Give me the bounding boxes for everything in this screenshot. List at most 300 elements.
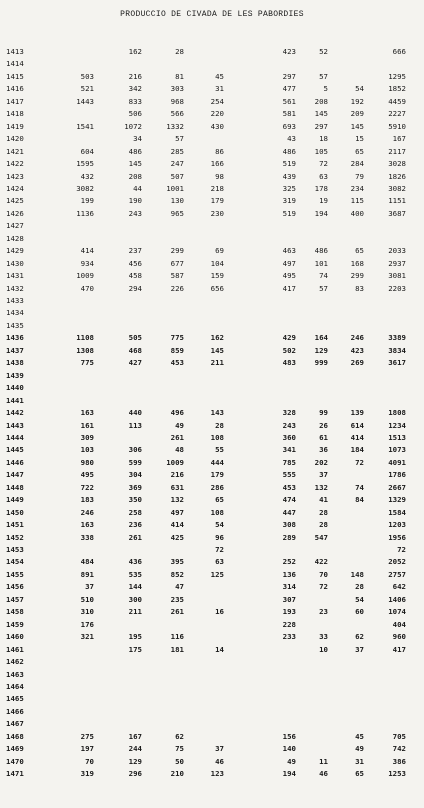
table-row (0, 133, 424, 144)
value-cell: 72 (215, 545, 224, 554)
year-cell: 1468 (6, 731, 24, 741)
value-cell: 19 (319, 196, 328, 206)
value-cell: 299 (170, 246, 184, 256)
table-row (0, 258, 424, 269)
year-cell: 1438 (6, 358, 24, 368)
year-cell: 1470 (6, 756, 24, 766)
value-cell: 37 (319, 470, 328, 480)
year-cell: 1446 (6, 457, 24, 467)
value-cell: 444 (210, 457, 224, 467)
value-cell: 430 (210, 121, 224, 131)
value-cell: 535 (128, 569, 142, 579)
value-cell: 555 (282, 470, 296, 480)
value-cell: 209 (350, 109, 364, 119)
value-cell: 18 (319, 134, 328, 144)
value-cell: 54 (215, 520, 224, 530)
value-cell: 132 (170, 495, 184, 505)
value-cell: 37 (215, 744, 224, 754)
value-cell: 62 (175, 731, 184, 741)
value-cell: 235 (170, 594, 184, 604)
value-cell: 247 (170, 159, 184, 169)
value-cell: 178 (314, 183, 328, 193)
table-row (0, 320, 424, 331)
value-cell: 350 (128, 495, 142, 505)
total-cell: 960 (392, 632, 406, 642)
year-cell: 1439 (6, 370, 24, 380)
total-cell: 2227 (388, 109, 406, 119)
total-cell: 642 (392, 582, 406, 592)
table-row (0, 693, 424, 704)
value-cell: 269 (350, 358, 364, 368)
year-cell: 1466 (6, 706, 24, 716)
table-row (0, 606, 424, 617)
total-cell: 2117 (388, 146, 406, 156)
value-cell: 104 (210, 258, 224, 268)
total-cell: 1073 (388, 445, 406, 455)
total-cell: 1852 (388, 84, 406, 94)
year-cell: 1433 (6, 296, 24, 305)
value-cell: 1332 (166, 121, 184, 131)
year-cell: 1457 (6, 594, 24, 604)
value-cell: 75 (175, 744, 184, 754)
value-cell: 439 (282, 171, 296, 181)
value-cell: 453 (170, 358, 184, 368)
value-cell: 310 (80, 607, 94, 617)
value-cell: 143 (210, 408, 224, 418)
value-cell: 1595 (76, 159, 94, 169)
table-row (0, 756, 424, 767)
value-cell: 37 (85, 582, 94, 592)
table-row (0, 420, 424, 431)
value-cell: 45 (355, 731, 364, 741)
year-cell: 1456 (6, 582, 24, 592)
value-cell: 497 (170, 507, 184, 517)
value-cell: 162 (210, 333, 224, 343)
value-cell: 65 (215, 495, 224, 505)
value-cell: 775 (170, 333, 184, 343)
value-cell: 486 (282, 146, 296, 156)
total-cell: 1329 (388, 495, 406, 505)
value-cell: 34 (133, 134, 142, 144)
table-row (0, 482, 424, 493)
table-row (0, 743, 424, 754)
year-cell: 1422 (6, 159, 24, 169)
value-cell: 484 (80, 557, 94, 567)
value-cell: 587 (170, 271, 184, 281)
value-cell: 440 (128, 408, 142, 418)
value-cell: 436 (128, 557, 142, 567)
value-cell: 453 (282, 482, 296, 492)
value-cell: 181 (170, 644, 184, 654)
value-cell: 328 (282, 408, 296, 418)
value-cell: 139 (350, 408, 364, 418)
value-cell: 319 (282, 196, 296, 206)
table-row (0, 220, 424, 231)
total-cell: 666 (392, 47, 406, 56)
value-cell: 48 (175, 445, 184, 455)
table-row (0, 307, 424, 318)
total-cell: 2052 (388, 557, 406, 567)
value-cell: 561 (282, 96, 296, 106)
total-cell: 2667 (388, 482, 406, 492)
year-cell: 1464 (6, 681, 24, 691)
value-cell: 999 (314, 358, 328, 368)
table-row (0, 768, 424, 779)
value-cell: 62 (355, 632, 364, 642)
value-cell: 193 (282, 607, 296, 617)
table-row (0, 270, 424, 281)
year-cell: 1417 (6, 96, 24, 106)
value-cell: 486 (314, 246, 328, 256)
value-cell: 483 (282, 358, 296, 368)
year-cell: 1465 (6, 694, 24, 704)
value-cell: 31 (215, 84, 224, 94)
value-cell: 307 (282, 594, 296, 604)
value-cell: 254 (210, 96, 224, 106)
value-cell: 61 (319, 432, 328, 442)
year-cell: 1444 (6, 432, 24, 442)
year-cell: 1424 (6, 183, 24, 193)
year-cell: 1452 (6, 532, 24, 542)
value-cell: 83 (355, 283, 364, 293)
table-row (0, 58, 424, 69)
value-cell: 414 (80, 246, 94, 256)
value-cell: 474 (282, 495, 296, 505)
table-row (0, 507, 424, 518)
year-cell: 1431 (6, 271, 24, 281)
value-cell: 319 (80, 769, 94, 779)
value-cell: 41 (319, 495, 328, 505)
value-cell: 342 (128, 84, 142, 94)
year-cell: 1436 (6, 333, 24, 343)
value-cell: 115 (350, 196, 364, 206)
value-cell: 37 (355, 644, 364, 654)
value-cell: 136 (282, 569, 296, 579)
value-cell: 175 (128, 644, 142, 654)
value-cell: 308 (282, 520, 296, 530)
year-cell: 1429 (6, 246, 24, 256)
table-row (0, 233, 424, 244)
year-cell: 1461 (6, 644, 24, 654)
total-cell: 3687 (388, 208, 406, 218)
table-row (0, 457, 424, 468)
value-cell: 286 (210, 482, 224, 492)
table-row (0, 146, 424, 157)
value-cell: 432 (80, 171, 94, 181)
table-row (0, 594, 424, 605)
value-cell: 164 (314, 333, 328, 343)
value-cell: 199 (80, 196, 94, 206)
value-cell: 417 (282, 283, 296, 293)
value-cell: 31 (355, 756, 364, 766)
value-cell: 505 (128, 333, 142, 343)
value-cell: 246 (350, 333, 364, 343)
value-cell: 28 (319, 520, 328, 530)
value-cell: 968 (170, 96, 184, 106)
value-cell: 60 (355, 607, 364, 617)
value-cell: 456 (128, 258, 142, 268)
table-row (0, 83, 424, 94)
total-cell: 72 (397, 545, 406, 554)
value-cell: 656 (210, 283, 224, 293)
value-cell: 65 (355, 146, 364, 156)
year-cell: 1455 (6, 569, 24, 579)
value-cell: 108 (210, 507, 224, 517)
value-cell: 161 (80, 420, 94, 430)
value-cell: 45 (215, 71, 224, 81)
value-cell: 33 (319, 632, 328, 642)
value-cell: 197 (80, 744, 94, 754)
value-cell: 243 (282, 420, 296, 430)
value-cell: 23 (319, 607, 328, 617)
value-cell: 145 (128, 159, 142, 169)
value-cell: 190 (128, 196, 142, 206)
value-cell: 234 (350, 183, 364, 193)
total-cell: 4459 (388, 96, 406, 106)
table-row (0, 681, 424, 692)
year-cell: 1441 (6, 395, 24, 405)
year-cell: 1451 (6, 520, 24, 530)
table-row (0, 581, 424, 592)
total-cell: 1406 (388, 594, 406, 604)
value-cell: 427 (128, 358, 142, 368)
value-cell: 123 (210, 769, 224, 779)
value-cell: 211 (210, 358, 224, 368)
value-cell: 99 (319, 408, 328, 418)
value-cell: 1072 (124, 121, 142, 131)
table-row (0, 195, 424, 206)
year-cell: 1469 (6, 744, 24, 754)
value-cell: 395 (170, 557, 184, 567)
table-row (0, 519, 424, 530)
year-cell: 1435 (6, 320, 24, 330)
value-cell: 1009 (166, 457, 184, 467)
value-cell: 275 (80, 731, 94, 741)
value-cell: 1136 (76, 208, 94, 218)
table-row (0, 444, 424, 455)
value-cell: 208 (314, 96, 328, 106)
value-cell: 167 (128, 731, 142, 741)
total-cell: 3834 (388, 345, 406, 355)
year-cell: 1428 (6, 233, 24, 243)
value-cell: 296 (128, 769, 142, 779)
year-cell: 1447 (6, 470, 24, 480)
value-cell: 129 (314, 345, 328, 355)
total-cell: 1151 (388, 196, 406, 206)
value-cell: 192 (350, 96, 364, 106)
value-cell: 144 (128, 582, 142, 592)
value-cell: 132 (314, 482, 328, 492)
year-cell: 1426 (6, 208, 24, 218)
value-cell: 183 (80, 495, 94, 505)
value-cell: 220 (210, 109, 224, 119)
value-cell: 244 (128, 744, 142, 754)
value-cell: 507 (170, 171, 184, 181)
value-cell: 785 (282, 457, 296, 467)
value-cell: 179 (210, 470, 224, 480)
table-row (0, 357, 424, 368)
value-cell: 211 (128, 607, 142, 617)
value-cell: 604 (80, 146, 94, 156)
value-cell: 314 (282, 582, 296, 592)
value-cell: 179 (210, 196, 224, 206)
table-row (0, 183, 424, 194)
year-cell: 1427 (6, 221, 24, 231)
value-cell: 49 (175, 420, 184, 430)
year-cell: 1443 (6, 420, 24, 430)
value-cell: 306 (128, 445, 142, 455)
table-row (0, 407, 424, 418)
value-cell: 65 (355, 769, 364, 779)
year-cell: 1434 (6, 308, 24, 318)
value-cell: 65 (355, 246, 364, 256)
value-cell: 599 (128, 457, 142, 467)
total-cell: 1203 (388, 520, 406, 530)
value-cell: 477 (282, 84, 296, 94)
value-cell: 495 (80, 470, 94, 480)
table-row (0, 544, 424, 555)
value-cell: 98 (215, 171, 224, 181)
value-cell: 1308 (76, 345, 94, 355)
value-cell: 859 (170, 345, 184, 355)
value-cell: 28 (319, 507, 328, 517)
value-cell: 105 (314, 146, 328, 156)
total-cell: 2203 (388, 283, 406, 293)
value-cell: 284 (350, 159, 364, 169)
year-cell: 1462 (6, 657, 24, 667)
value-cell: 184 (350, 445, 364, 455)
value-cell: 113 (128, 420, 142, 430)
value-cell: 447 (282, 507, 296, 517)
year-cell: 1420 (6, 134, 24, 144)
value-cell: 1541 (76, 121, 94, 131)
value-cell: 70 (85, 756, 94, 766)
value-cell: 16 (215, 607, 224, 617)
total-cell: 705 (392, 731, 406, 741)
value-cell: 470 (80, 283, 94, 293)
value-cell: 63 (215, 557, 224, 567)
value-cell: 722 (80, 482, 94, 492)
value-cell: 414 (170, 520, 184, 530)
value-cell: 521 (80, 84, 94, 94)
value-cell: 129 (128, 756, 142, 766)
value-cell: 495 (282, 271, 296, 281)
value-cell: 63 (319, 171, 328, 181)
year-cell: 1450 (6, 507, 24, 517)
table-row (0, 245, 424, 256)
value-cell: 1001 (166, 183, 184, 193)
value-cell: 14 (215, 644, 224, 654)
value-cell: 463 (282, 246, 296, 256)
value-cell: 162 (128, 47, 142, 56)
value-cell: 57 (319, 283, 328, 293)
table-row (0, 706, 424, 717)
year-cell: 1448 (6, 482, 24, 492)
value-cell: 194 (314, 208, 328, 218)
table-row (0, 718, 424, 729)
year-cell: 1459 (6, 619, 24, 629)
value-cell: 497 (282, 258, 296, 268)
value-cell: 145 (210, 345, 224, 355)
value-cell: 148 (350, 569, 364, 579)
value-cell: 49 (355, 744, 364, 754)
value-cell: 145 (314, 109, 328, 119)
value-cell: 429 (282, 333, 296, 343)
total-cell: 3082 (388, 183, 406, 193)
value-cell: 202 (314, 457, 328, 467)
table-row (0, 283, 424, 294)
value-cell: 72 (355, 457, 364, 467)
year-cell: 1415 (6, 71, 24, 81)
table-row (0, 395, 424, 406)
value-cell: 252 (282, 557, 296, 567)
year-cell: 1423 (6, 171, 24, 181)
year-cell: 1432 (6, 283, 24, 293)
table-row (0, 345, 424, 356)
year-cell: 1463 (6, 669, 24, 679)
value-cell: 237 (128, 246, 142, 256)
total-cell: 1295 (388, 71, 406, 81)
total-cell: 3617 (388, 358, 406, 368)
total-cell: 1074 (388, 607, 406, 617)
value-cell: 108 (210, 432, 224, 442)
year-cell: 1437 (6, 345, 24, 355)
value-cell: 369 (128, 482, 142, 492)
table-row (0, 295, 424, 306)
value-cell: 166 (210, 159, 224, 169)
value-cell: 547 (314, 532, 328, 542)
table-row (0, 121, 424, 132)
year-cell: 1453 (6, 545, 24, 554)
value-cell: 44 (133, 183, 142, 193)
value-cell: 74 (319, 271, 328, 281)
table-row (0, 532, 424, 543)
table-row (0, 46, 424, 57)
value-cell: 74 (355, 482, 364, 492)
value-cell: 210 (170, 769, 184, 779)
total-cell: 167 (392, 134, 406, 144)
value-cell: 496 (170, 408, 184, 418)
value-cell: 261 (170, 607, 184, 617)
table-row (0, 644, 424, 655)
value-cell: 321 (80, 632, 94, 642)
value-cell: 581 (282, 109, 296, 119)
value-cell: 50 (175, 756, 184, 766)
value-cell: 81 (175, 71, 184, 81)
value-cell: 360 (282, 432, 296, 442)
table-row (0, 469, 424, 480)
total-cell: 1513 (388, 432, 406, 442)
year-cell: 1467 (6, 719, 24, 729)
value-cell: 101 (314, 258, 328, 268)
value-cell: 156 (282, 731, 296, 741)
total-cell: 1786 (388, 470, 406, 480)
value-cell: 934 (80, 258, 94, 268)
value-cell: 965 (170, 208, 184, 218)
value-cell: 258 (128, 507, 142, 517)
value-cell: 503 (80, 71, 94, 81)
value-cell: 47 (175, 582, 184, 592)
value-cell: 11 (319, 756, 328, 766)
year-cell: 1471 (6, 769, 24, 779)
year-cell: 1442 (6, 408, 24, 418)
value-cell: 116 (170, 632, 184, 642)
total-cell: 1234 (388, 420, 406, 430)
value-cell: 458 (128, 271, 142, 281)
total-cell: 3028 (388, 159, 406, 169)
year-cell: 1460 (6, 632, 24, 642)
table-row (0, 96, 424, 107)
